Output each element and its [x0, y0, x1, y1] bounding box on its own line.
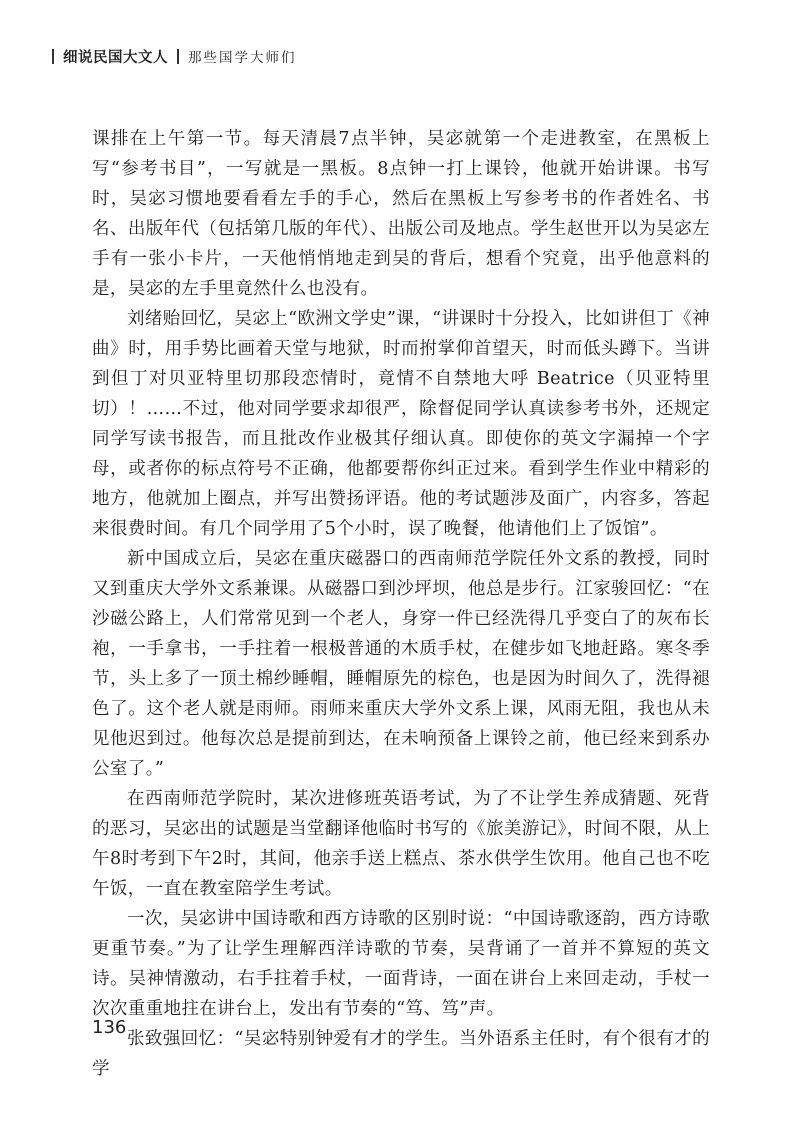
paragraph: 刘绪贻回忆，吴宓上“欧洲文学史”课，“讲课时十分投入，比如讲但丁《神曲》时，用手势比画着天堂与地狱，时而拊掌仰首望天，时而低头蹲下。当讲到但丁对贝亚特里切那段恋情时，竟情不自禁地大呼 Beatrice（贝亚特里切）！……不过，他对同学要求却很严，除督促同学认真读参考书外，还规定同学写读书报告，而且批改作业极其仔细认真。即使你的英文字漏掉一个字母，或者你的标点符号不正确，他都要帮你纠正过来。看到学生作业中精彩的地方，他就加上圈点，并写出赞扬评语。他的考试题涉及面广，内容多，答起来很费时间。有几个同学用了5个小时，误了晚餐，他请他们上了饭馆”。: [92, 309, 710, 539]
paragraph: 课排在上午第一节。每天清晨7点半钟，吴宓就第一个走进教室，在黑板上写“参考书目”，一写就是一黑板。8点钟一打上课铃，他就开始讲课。书写时，吴宓习惯地要看看左手的手心，然后在黑板上写参考书的作者姓名、书名、出版年代（包括第几版的年代）、出版公司及地点。学生赵世开以为吴宓左手有一张小卡片，一天他悄悄地走到吴的背后，想看个究竟，出乎他意料的是，吴宓的左手里竟然什么也没有。: [92, 129, 710, 299]
paragraph: 一次，吴宓讲中国诗歌和西方诗歌的区别时说：“中国诗歌逐韵，西方诗歌更重节奏。”为了让学生理解西洋诗歌的节奏，吴背诵了一首并不算短的英文诗。吴神情激动，右手拄着手杖，一面背诗，一面在讲台上来回走动，手杖一次次重重地拄在讲台上，发出有节奏的“笃、笃”声。: [92, 909, 710, 1019]
chapter-title: 那些国学大师们: [188, 50, 297, 66]
book-title: 细说民国大文人: [63, 49, 168, 66]
page-number: 136: [92, 1017, 127, 1038]
header-divider: [177, 49, 179, 64]
header-divider: [52, 49, 54, 64]
paragraph: 张致强回忆：“吴宓特别钟爱有才的学生。当外语系主任时，有个很有才的学: [92, 1029, 710, 1079]
paragraph: 在西南师范学院时，某次进修班英语考试，为了不让学生养成猜题、死背的恶习，吴宓出的试题是当堂翻译他临时书写的《旅美游记》，时间不限，从上午8时考到下午2时，其间，他亲手送上糕点、茶水供学生饮用。他自己也不吃午饭，一直在教室陪学生考试。: [92, 789, 710, 899]
paragraph: 新中国成立后，吴宓在重庆磁器口的西南师范学院任外文系的教授，同时又到重庆大学外文系兼课。从磁器口到沙坪坝，他总是步行。江家骏回忆：“在沙磁公路上，人们常常见到一个老人，身穿一件已经洗得几乎变白了的灰布长袍，一手拿书，一手拄着一根极普通的木质手杖，在健步如飞地赶路。寒冬季节，头上多了一顶土棉纱睡帽，睡帽原先的棕色，也是因为时间久了，洗得褪色了。这个老人就是雨师。雨师来重庆大学外文系上课，风雨无阻，我也从未见他迟到过。他每次总是提前到达，在未响预备上课铃之前，他已经来到系办公室了。”: [92, 549, 710, 779]
running-header: [52, 44, 297, 68]
body-text: [92, 124, 710, 1084]
